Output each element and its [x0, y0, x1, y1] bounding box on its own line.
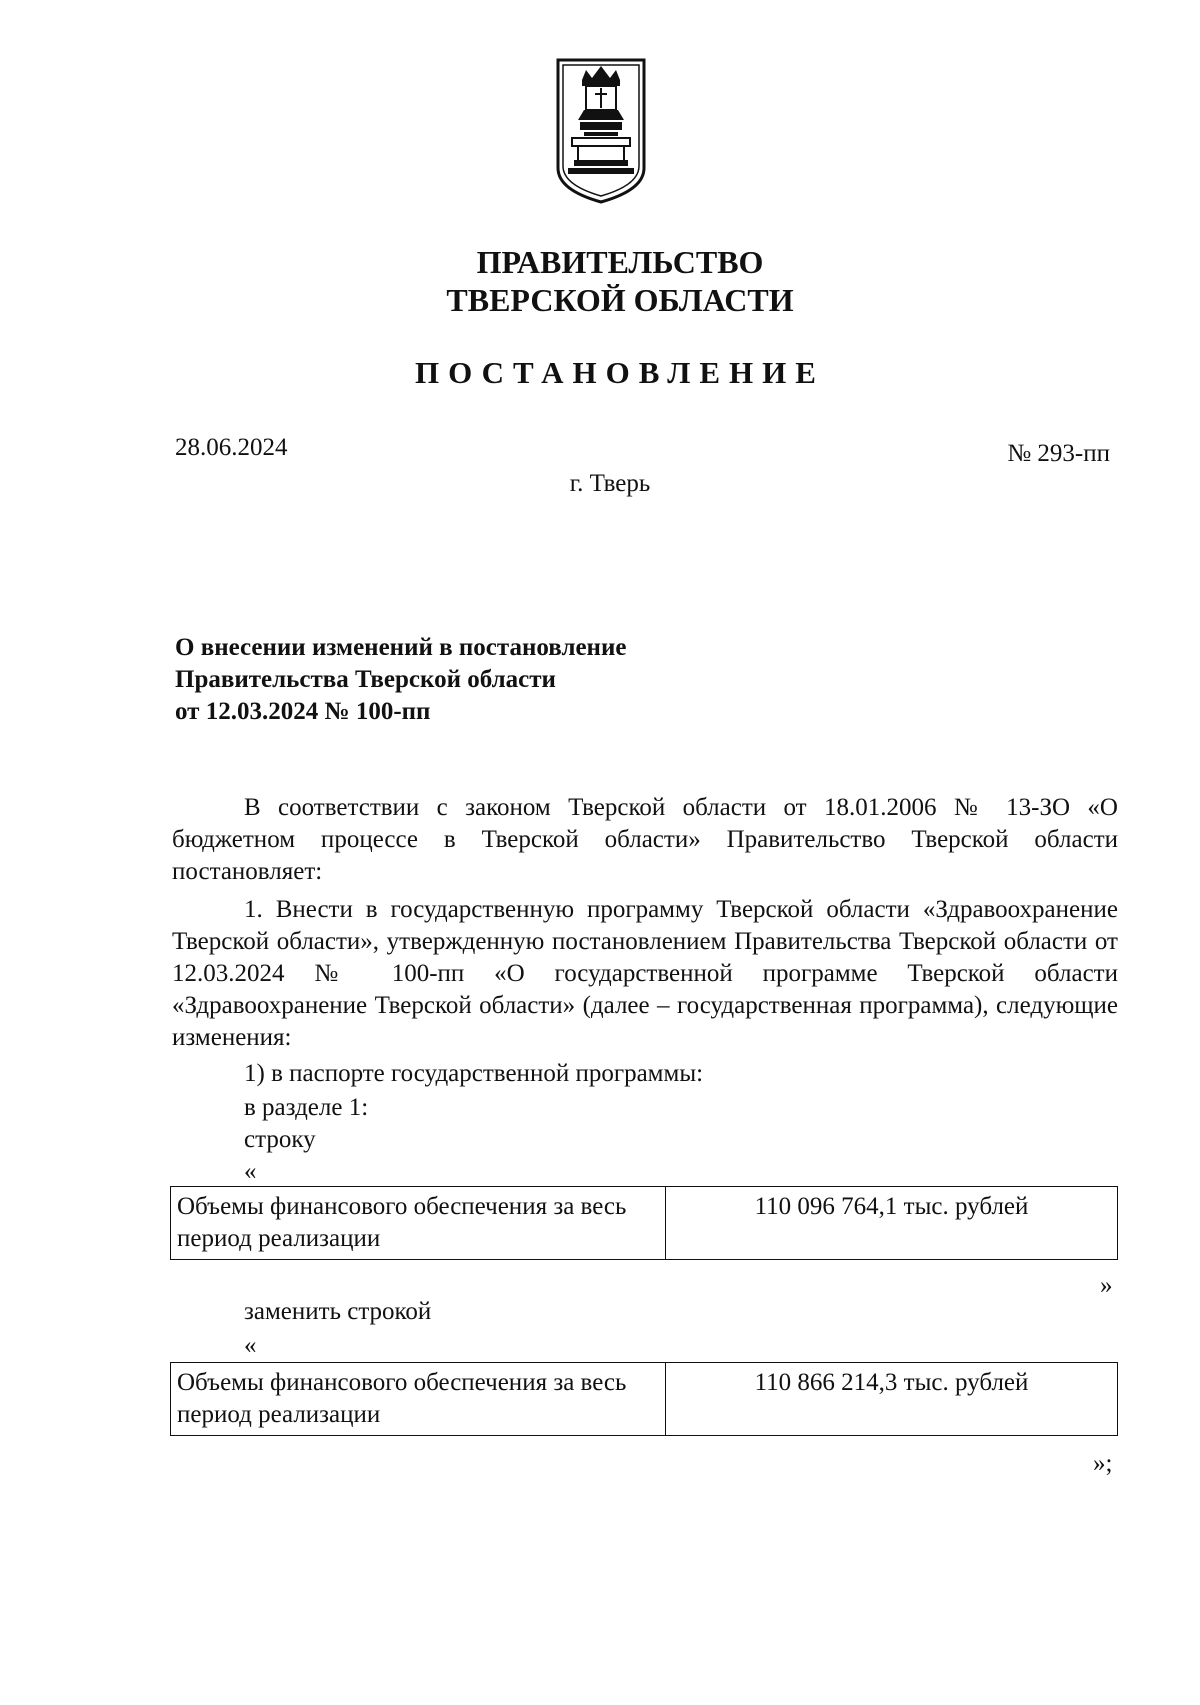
document-number: № 293-пп — [1007, 440, 1110, 467]
old-financing-value: 110 096 764,1 тыс. рублей — [666, 1187, 1118, 1260]
new-financing-label: Объемы финансового обеспечения за весь период реализации — [171, 1363, 666, 1436]
document-type: ПОСТАНОВЛЕНИЕ — [415, 355, 825, 390]
tver-coat-of-arms-icon — [554, 56, 648, 206]
org-title-line2: ТВЕРСКОЙ ОБЛАСТИ — [446, 282, 794, 318]
close-quote-2: »; — [1093, 1450, 1113, 1477]
row-word-line: строку — [244, 1126, 316, 1153]
subject-line2: Правительства Тверской области — [175, 666, 556, 693]
new-financing-value: 110 866 214,3 тыс. рублей — [666, 1363, 1118, 1436]
replace-with-line: заменить строкой — [244, 1298, 432, 1325]
table-row — [171, 1187, 1118, 1260]
open-quote-2: « — [244, 1332, 257, 1359]
subject-line1: О внесении изменений в постановление — [175, 634, 627, 661]
subject-line3: от 12.03.2024 № 100-пп — [175, 698, 431, 725]
document-date: 28.06.2024 — [175, 434, 288, 461]
org-title-line1: ПРАВИТЕЛЬСТВО — [476, 244, 764, 280]
clause-1-paragraph: 1. Внести в государственную программу Тверской области «Здравоохранение Тверской области», утвержденную постановлением Правительства Тверской области от 12.03.2024 № 100-пп «О государственной программе Тверской области «Здравоохранение Тверской области» (далее – государственная программа), следующие изменения: — [172, 896, 1118, 1051]
open-quote-1: « — [244, 1158, 257, 1185]
section-line: в разделе 1: — [244, 1094, 369, 1121]
document-city: г. Тверь — [569, 470, 651, 497]
table-row — [171, 1363, 1118, 1436]
preamble-paragraph: В соответствии с законом Тверской области от 18.01.2006 № 13-ЗО «О бюджетном процессе в Тверской области» Правительство Тверской области постановляет: — [172, 794, 1118, 885]
document-subject — [175, 632, 626, 728]
old-financing-table — [170, 1186, 1118, 1260]
old-financing-label: Объемы финансового обеспечения за весь период реализации — [171, 1187, 666, 1260]
new-financing-table — [170, 1362, 1118, 1436]
close-quote-1: » — [1100, 1272, 1113, 1299]
item-1-line: 1) в паспорте государственной программы: — [244, 1060, 704, 1087]
